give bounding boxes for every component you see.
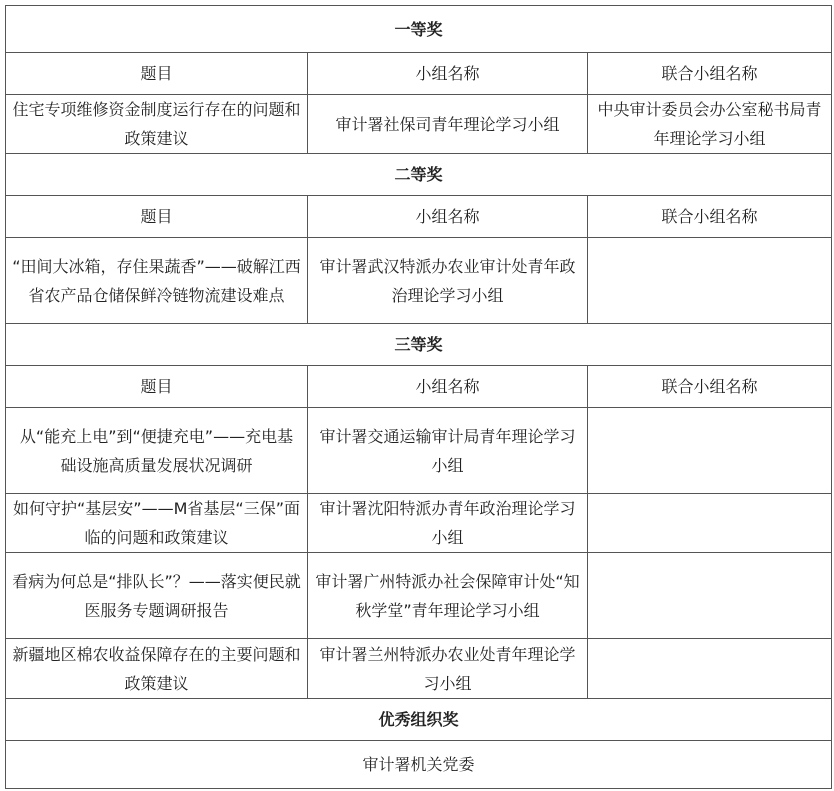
- header-group: 小组名称: [308, 196, 588, 238]
- header-topic: 题目: [6, 196, 308, 238]
- second-prize-joint-group: [588, 238, 832, 324]
- header-joint-group: 联合小组名称: [588, 196, 832, 238]
- second-prize-topic: “田间大冰箱，存住果蔬香”——破解江西省农产品仓储保鲜冷链物流建设难点: [6, 238, 308, 324]
- section-third-prize-title: 三等奖: [6, 324, 832, 366]
- third-prize-group: 审计署沈阳特派办青年政治理论学习小组: [308, 494, 588, 553]
- third-prize-joint-group: [588, 408, 832, 494]
- third-prize-group: 审计署兰州特派办农业处青年理论学习小组: [308, 639, 588, 699]
- awards-table: [5, 5, 832, 789]
- header-joint-group: 联合小组名称: [588, 53, 832, 95]
- first-prize-joint-group: 中央审计委员会办公室秘书局青年理论学习小组: [588, 95, 832, 154]
- section-first-prize-title: 一等奖: [6, 6, 832, 53]
- third-prize-joint-group: [588, 553, 832, 639]
- third-prize-topic: 新疆地区棉农收益保障存在的主要问题和政策建议: [6, 639, 308, 699]
- header-group: 小组名称: [308, 366, 588, 408]
- third-prize-topic: 从“能充上电”到“便捷充电”——充电基础设施高质量发展状况调研: [6, 408, 308, 494]
- first-prize-group: 审计署社保司青年理论学习小组: [308, 95, 588, 154]
- header-topic: 题目: [6, 366, 308, 408]
- second-prize-group: 审计署武汉特派办农业审计处青年政治理论学习小组: [308, 238, 588, 324]
- third-prize-joint-group: [588, 639, 832, 699]
- third-prize-joint-group: [588, 494, 832, 553]
- first-prize-topic: 住宅专项维修资金制度运行存在的问题和政策建议: [6, 95, 308, 154]
- header-group: 小组名称: [308, 53, 588, 95]
- third-prize-group: 审计署交通运输审计局青年理论学习小组: [308, 408, 588, 494]
- header-topic: 题目: [6, 53, 308, 95]
- third-prize-group: 审计署广州特派办社会保障审计处“知秋学堂”青年理论学习小组: [308, 553, 588, 639]
- third-prize-topic: 如何守护“基层安”——M省基层“三保”面临的问题和政策建议: [6, 494, 308, 553]
- section-second-prize-title: 二等奖: [6, 154, 832, 196]
- third-prize-topic: 看病为何总是“排队长”？——落实便民就医服务专题调研报告: [6, 553, 308, 639]
- header-joint-group: 联合小组名称: [588, 366, 832, 408]
- section-org-award-title: 优秀组织奖: [6, 699, 832, 741]
- org-award-winner: 审计署机关党委: [6, 741, 832, 789]
